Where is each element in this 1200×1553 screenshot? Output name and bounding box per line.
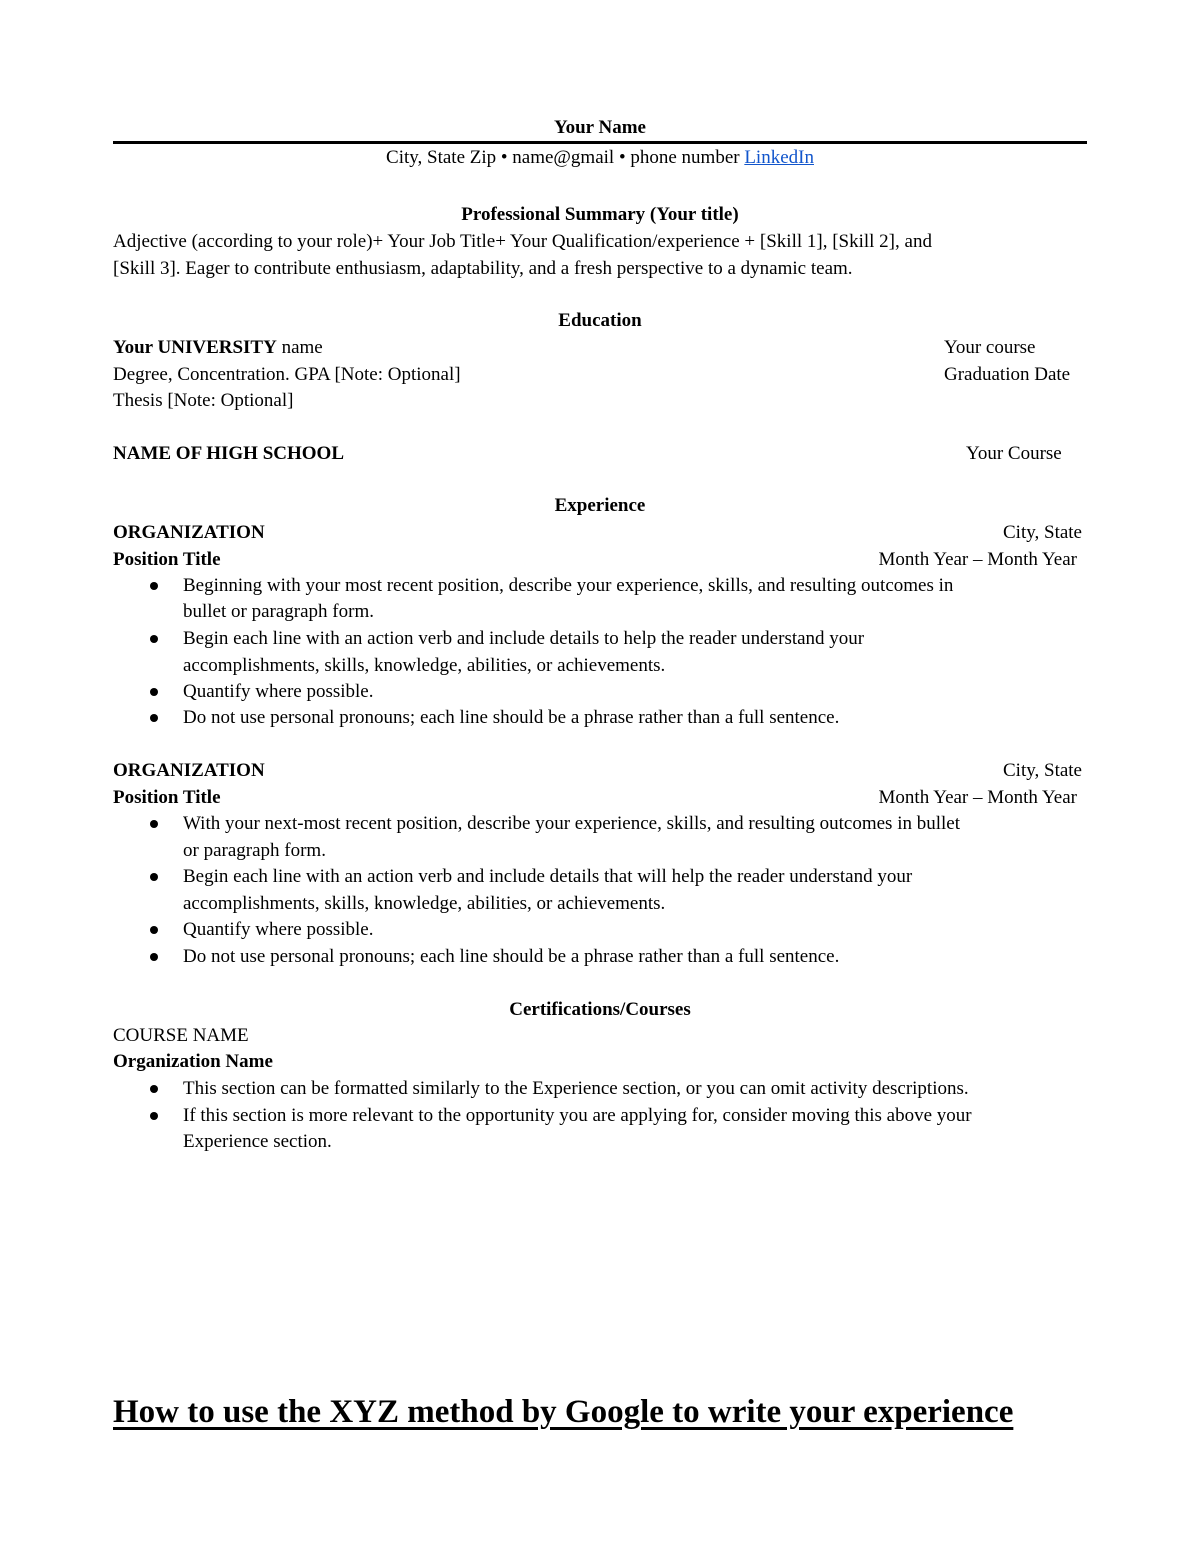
job-1-dates: Month Year – Month Year <box>878 549 1077 570</box>
job-1-bullet-3: Quantify where possible. <box>183 681 374 702</box>
bullet-icon <box>150 926 158 934</box>
graduation-date: Graduation Date <box>944 364 1071 385</box>
job-2-organization: ORGANIZATION <box>113 760 265 781</box>
bullet-icon <box>150 1085 158 1093</box>
job-1-bullet-2-line-1: Begin each line with an action verb and include details to help the reader understand your <box>183 628 865 649</box>
high-school-course: Your Course <box>966 443 1062 464</box>
job-2-bullet-3: Quantify where possible. <box>183 919 374 940</box>
contact-line <box>113 148 1087 167</box>
job-1-location: City, State <box>1003 522 1082 543</box>
job-2-bullet-1-line-1: With your next-most recent position, describe your experience, skills, and resulting outcomes in bullet <box>183 813 960 834</box>
bullet-icon <box>150 688 158 696</box>
cert-bullet-2-line-2: Experience section. <box>183 1131 332 1152</box>
thesis-line: Thesis [Note: Optional] <box>113 390 294 411</box>
course-organization: Organization Name <box>113 1051 273 1072</box>
summary-line-2: [Skill 3]. Eager to contribute enthusiasm, adaptability, and a fresh perspective to a dynamic team. <box>113 258 853 279</box>
header-divider <box>113 141 1087 144</box>
bullet-icon <box>150 582 158 590</box>
linkedin-link[interactable]: LinkedIn <box>744 147 814 168</box>
education-heading: Education <box>558 310 642 331</box>
resume-name: Your Name <box>553 117 646 138</box>
job-2-bullet-4: Do not use personal pronouns; each line should be a phrase rather than a full sentence. <box>183 946 840 967</box>
cert-bullet-2-line-1: If this section is more relevant to the opportunity you are applying for, consider moving this above your <box>183 1105 972 1126</box>
job-2-location: City, State <box>1003 760 1082 781</box>
bullet-icon <box>150 714 158 722</box>
university-line <box>113 338 323 357</box>
job-2-dates: Month Year – Month Year <box>878 787 1077 808</box>
job-1-bullet-4: Do not use personal pronouns; each line should be a phrase rather than a full sentence. <box>183 707 840 728</box>
cert-bullet-1: This section can be formatted similarly to the Experience section, or you can omit activity descriptions. <box>183 1078 969 1099</box>
bullet-icon <box>150 1112 158 1120</box>
contact-details: City, State Zip • name@gmail • phone number <box>386 147 745 168</box>
job-1-bullet-1-line-2: bullet or paragraph form. <box>183 601 374 622</box>
bullet-icon <box>150 953 158 961</box>
course-name: COURSE NAME <box>113 1025 249 1046</box>
university-course: Your course <box>944 337 1036 358</box>
bullet-icon <box>150 635 158 643</box>
high-school-name: NAME OF HIGH SCHOOL <box>113 443 345 464</box>
job-2-bullet-2-line-2: accomplishments, skills, knowledge, abilities, or achievements. <box>183 893 666 914</box>
summary-line-1: Adjective (according to your role)+ Your Job Title+ Your Qualification/experience + [Skill 1], [Skill 2], and <box>113 231 932 252</box>
job-1-bullet-1-line-1: Beginning with your most recent position, describe your experience, skills, and resulting outcomes in <box>183 575 954 596</box>
experience-heading: Experience <box>554 495 646 516</box>
bullet-icon <box>150 873 158 881</box>
summary-heading: Professional Summary (Your title) <box>461 204 739 225</box>
xyz-method-heading: How to use the XYZ method by Google to write your experience <box>113 1394 1014 1430</box>
university-name: Your UNIVERSITY <box>113 337 277 358</box>
bullet-icon <box>150 820 158 828</box>
degree-line: Degree, Concentration. GPA [Note: Optional] <box>113 364 461 385</box>
university-name-suffix: name <box>276 337 323 358</box>
job-1-position: Position Title <box>113 549 221 570</box>
job-1-organization: ORGANIZATION <box>113 522 265 543</box>
job-2-bullet-2-line-1: Begin each line with an action verb and include details that will help the reader understand your <box>183 866 913 887</box>
certifications-heading: Certifications/Courses <box>509 999 691 1020</box>
job-1-bullet-2-line-2: accomplishments, skills, knowledge, abilities, or achievements. <box>183 655 666 676</box>
job-2-position: Position Title <box>113 787 221 808</box>
job-2-bullet-1-line-2: or paragraph form. <box>183 840 326 861</box>
